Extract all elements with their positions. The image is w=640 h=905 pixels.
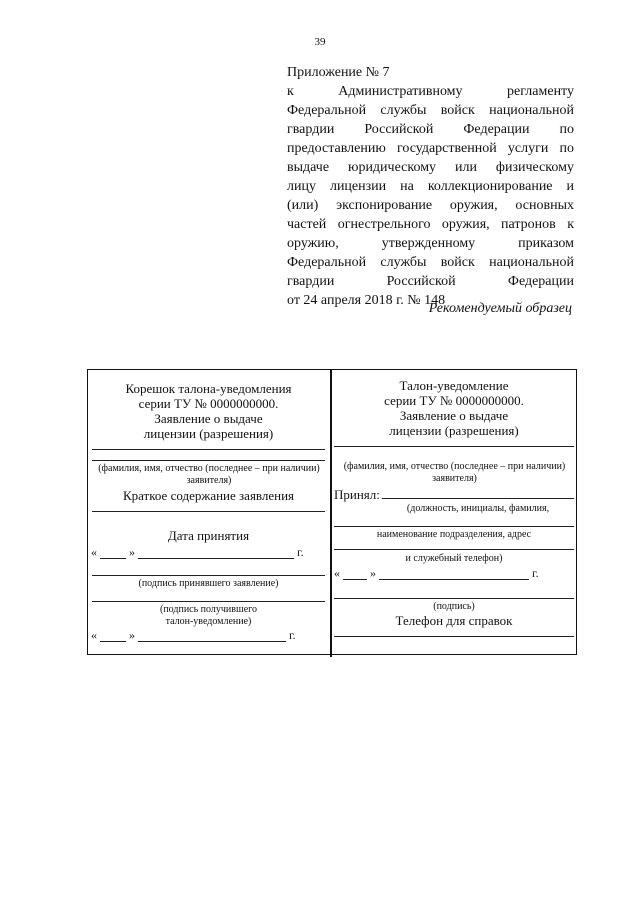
stub-title-line: серии ТУ № 0000000000. bbox=[138, 396, 279, 411]
stub-fio-caption: заявителя) bbox=[186, 475, 232, 486]
notice-accepted-label: Принял: bbox=[334, 487, 380, 502]
stub-quote-open: « bbox=[91, 545, 97, 559]
appendix-line: к Административному регламенту bbox=[287, 84, 574, 99]
stub-summary-line bbox=[92, 511, 325, 512]
appendix-heading: Приложение № 7 bbox=[287, 65, 390, 80]
stub-month-field[interactable] bbox=[138, 558, 294, 559]
notice-date-row bbox=[334, 566, 539, 580]
stub-quote-close: » bbox=[129, 628, 135, 642]
appendix-header bbox=[287, 63, 574, 310]
notice-unit-line bbox=[334, 526, 574, 527]
stub-recipient-signature-caption: талон-уведомление) bbox=[165, 616, 252, 627]
notice-signature-caption: (подпись) bbox=[433, 601, 475, 612]
notice-title-line: серии ТУ № 0000000000. bbox=[384, 393, 524, 408]
stub-title-line: Корешок талона-уведомления bbox=[125, 381, 292, 396]
notice-position-caption: (должность, инициалы, фамилия, bbox=[406, 503, 550, 514]
form-divider bbox=[330, 369, 332, 657]
notice-fio-line bbox=[334, 446, 574, 447]
stub-year-suffix: г. bbox=[289, 628, 296, 642]
appendix-line: оружию, утвержденному приказом bbox=[287, 236, 574, 251]
stub-recipient-signature-caption: (подпись получившего bbox=[160, 604, 257, 615]
notice-signature-line bbox=[334, 598, 574, 599]
notice-info-phone-line bbox=[334, 636, 574, 637]
sample-label: Рекомендуемый образец bbox=[428, 301, 572, 316]
stub-date-label: Дата принятия bbox=[167, 528, 250, 543]
stub-date-row bbox=[91, 545, 304, 559]
stub-recipient-signature-line bbox=[92, 601, 325, 602]
appendix-line: предоставлению государственной услуги по bbox=[287, 141, 574, 156]
page-number: 39 bbox=[314, 36, 326, 48]
appendix-lines bbox=[287, 82, 574, 291]
stub-receipt-month-field[interactable] bbox=[138, 641, 286, 642]
appendix-line: (или) экспонирование оружия, основных bbox=[287, 198, 574, 213]
appendix-line: частей огнестрельного оружия, патронов к bbox=[287, 217, 574, 232]
notice-fio-caption: заявителя) bbox=[432, 473, 477, 484]
appendix-line: Федеральной службы войск национальной bbox=[287, 103, 574, 118]
appendix-line: Федеральной службы войск национальной bbox=[287, 255, 574, 270]
stub-day-field[interactable] bbox=[100, 558, 126, 559]
stub-receipt-day-field[interactable] bbox=[100, 641, 126, 642]
notice-phone-line bbox=[334, 549, 574, 550]
stub-fio-line bbox=[92, 460, 325, 461]
stub-title-line: Заявление о выдаче bbox=[154, 411, 263, 426]
notice-quote-close: » bbox=[370, 566, 376, 580]
stub-fio-caption: (фамилия, имя, отчество (последнее – при наличии) bbox=[98, 463, 320, 474]
stub-title-line: лицензии (разрешения) bbox=[143, 426, 274, 441]
stub-receiver-signature-line bbox=[92, 575, 325, 576]
stub-receipt-date-row bbox=[91, 628, 296, 642]
notice-title-line: Талон-уведомление bbox=[399, 378, 509, 393]
stub-receiver-signature-caption: (подпись принявшего заявление) bbox=[138, 578, 279, 589]
notice-year-suffix: г. bbox=[532, 566, 539, 580]
notice-accepted-line bbox=[382, 498, 574, 499]
stub-quote-close: » bbox=[129, 545, 135, 559]
notice-quote-open: « bbox=[334, 566, 340, 580]
stub-quote-open: « bbox=[91, 628, 97, 642]
notice-title-line: Заявление о выдаче bbox=[399, 408, 509, 423]
appendix-order-date: от 24 апреля 2018 г. № 148 bbox=[287, 293, 446, 308]
stub-year-suffix: г. bbox=[297, 545, 304, 559]
notice-fio-caption: (фамилия, имя, отчество (последнее – при наличии) bbox=[343, 461, 566, 472]
appendix-line: лицу лицензии на коллекционирование и bbox=[287, 179, 574, 194]
appendix-line: выдаче юридическому или физическому bbox=[287, 160, 574, 175]
appendix-line: гвардии Российской Федерации по bbox=[287, 122, 574, 137]
notice-day-field[interactable] bbox=[343, 579, 367, 580]
notice-unit-caption: наименование подразделения, адрес bbox=[376, 529, 532, 540]
notice-month-field[interactable] bbox=[379, 579, 529, 580]
notice-phone-caption: и служебный телефон) bbox=[405, 553, 503, 564]
stub-fio-line bbox=[92, 449, 325, 450]
notice-title-line: лицензии (разрешения) bbox=[389, 423, 519, 438]
notice-info-phone-label: Телефон для справок bbox=[395, 613, 513, 628]
stub-summary-label: Краткое содержание заявления bbox=[122, 488, 295, 503]
appendix-line: гвардии Российской Федерации bbox=[287, 274, 574, 289]
